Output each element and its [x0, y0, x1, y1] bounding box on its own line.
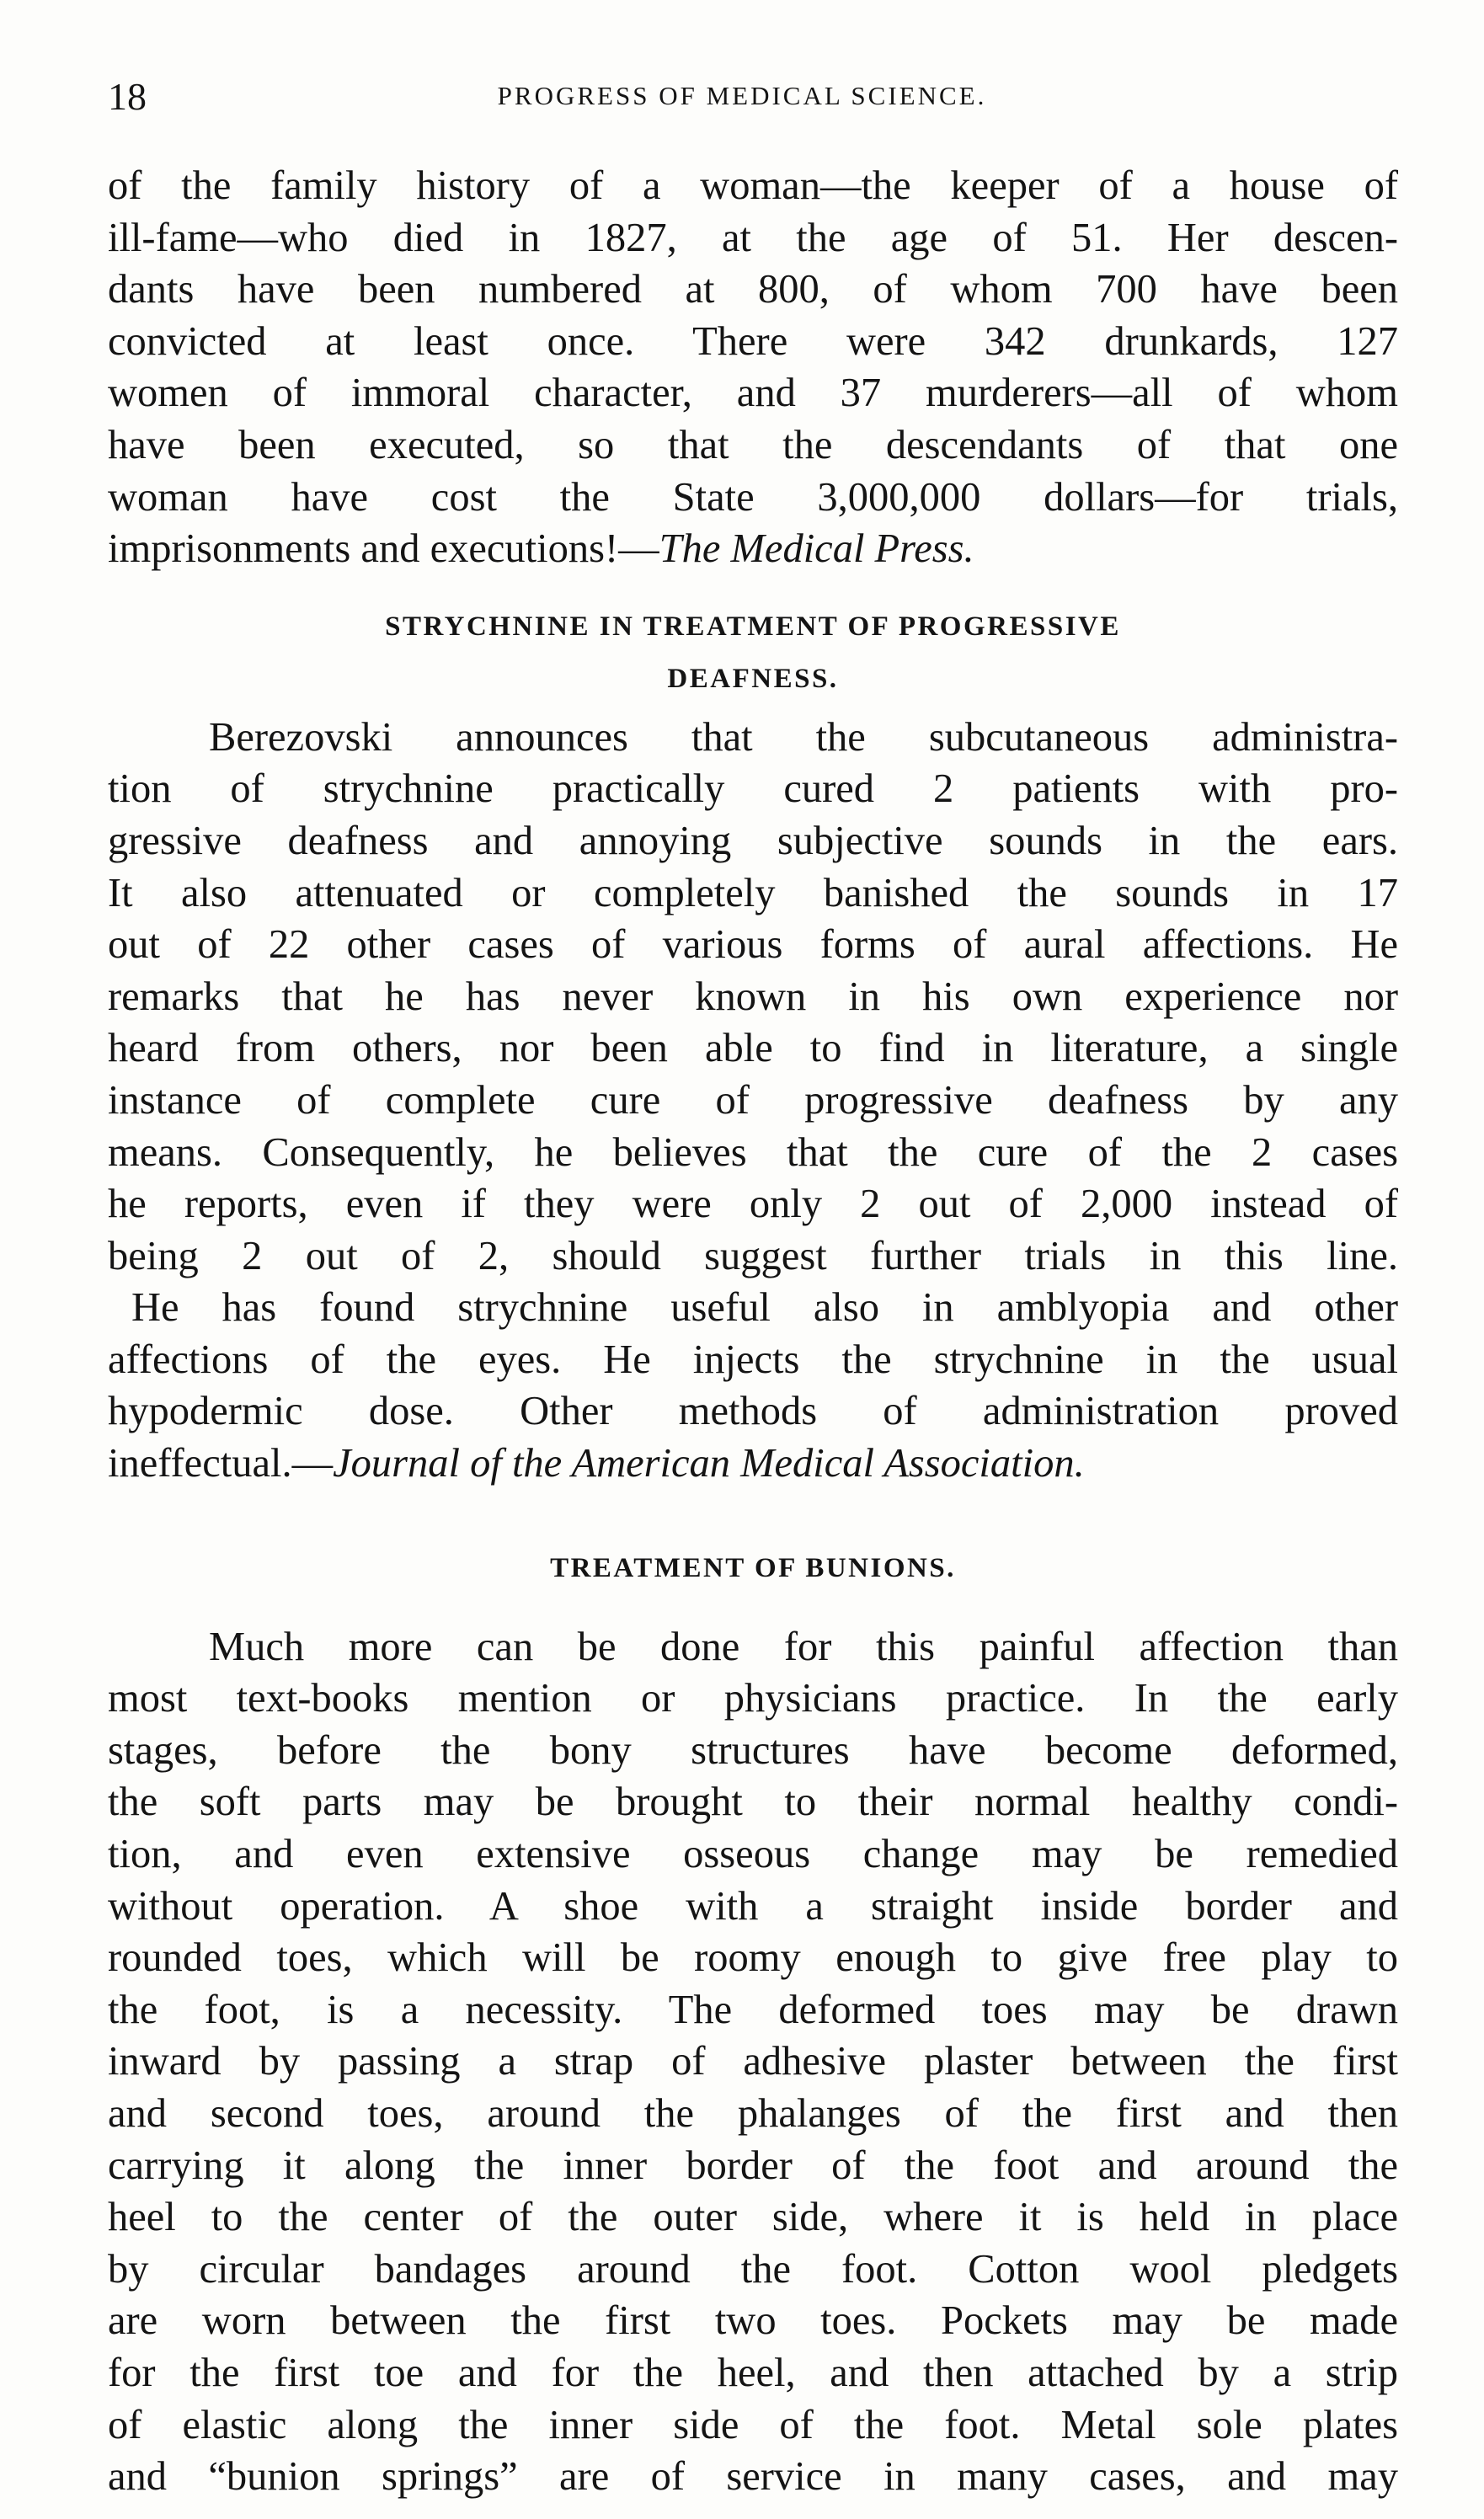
text-line: woman have cost the State 3,000,000 dollars—for trials, [108, 474, 1398, 520]
text-line: ill-fame—who died in 1827, at the age of 51. Her descen- [108, 215, 1398, 260]
strychnine-paragraph [108, 712, 1398, 1490]
text-line: are worn between the first two toes. Pockets may be made [108, 2298, 1398, 2344]
text-line: means. Consequently, he believes that the cure of the 2 cases [108, 1129, 1398, 1175]
text-line: and second toes, around the phalanges of the first and then [108, 2091, 1398, 2136]
text-line: by circular bandages around the foot. Cotton wool pledgets [108, 2246, 1398, 2292]
page-content [108, 160, 1398, 2503]
intro-paragraph [108, 160, 1398, 575]
section-heading: STRYCHNINE IN TREATMENT OF PROGRESSIVE [385, 611, 1121, 642]
source-citation: Journal of the American Medical Association. [333, 1441, 1085, 1486]
text-line [108, 523, 1398, 575]
text-line: the soft parts may be brought to their normal healthy condi- [108, 1780, 1398, 1825]
text-line: stages, before the bony structures have become deformed, [108, 1727, 1398, 1773]
text-fragment: imprisonments and executions!— [108, 526, 659, 572]
text-line: of elastic along the inner side of the foot. Metal sole plates [108, 2402, 1398, 2447]
text-line: out of 22 other cases of various forms of aural affections. He [108, 922, 1398, 968]
text-line: It also attenuated or completely banished the sounds in 17 [108, 870, 1398, 915]
text-line: have been executed, so that the descendants of that one [108, 422, 1398, 467]
text-line: remarks that he has never known in his own experience nor [108, 974, 1398, 1019]
text-line: hypodermic dose. Other methods of administration proved [108, 1389, 1398, 1434]
text-line: for the first toe and for the heel, and then attached by a strip [108, 2350, 1398, 2395]
text-line: being 2 out of 2, should suggest further trials in this line. [108, 1233, 1398, 1278]
text-line: tion of strychnine practically cured 2 patients with pro- [108, 766, 1398, 812]
text-line: rounded toes, which will be roomy enough to give free play to [108, 1935, 1398, 1981]
text-line: inward by passing a strap of adhesive plaster between the first [108, 2039, 1398, 2084]
section-heading-continued: DEAFNESS. [667, 663, 839, 694]
text-line: women of immoral character, and 37 murderers—all of whom [108, 371, 1398, 416]
text-line: instance of complete cure of progressive deafness by any [108, 1077, 1398, 1123]
text-line: most text-books mention or physicians practice. In the early [108, 1676, 1398, 1721]
text-line: dants have been numbered at 800, of whom 700 have been [108, 267, 1398, 312]
text-line: heel to the center of the outer side, where it is held in place [108, 2195, 1398, 2240]
text-fragment: ineffectual.— [108, 1441, 334, 1486]
text-line: heard from others, nor been able to find in literature, a single [108, 1026, 1398, 1071]
running-title: PROGRESS OF MEDICAL SCIENCE. [497, 81, 987, 110]
page-number: 18 [108, 75, 147, 118]
text-line: the foot, is a necessity. The deformed toes may be drawn [108, 1987, 1398, 2032]
text-line: of the family history of a woman—the keeper of a house of [108, 163, 1398, 208]
text-line: carrying it along the inner border of the foot and around the [108, 2143, 1398, 2188]
text-line: gressive deafness and annoying subjective sounds in the ears. [108, 818, 1398, 863]
page-header [0, 74, 1484, 125]
text-line [108, 1438, 1398, 1490]
text-line: affections of the eyes. He injects the strychnine in the usual [108, 1337, 1398, 1382]
text-line: Much more can be done for this painful affection than [209, 1624, 1398, 1669]
text-line: tion, and even extensive osseous change may be remedied [108, 1832, 1398, 1877]
text-line: He has found strychnine useful also in amblyopia and other [131, 1285, 1398, 1331]
bunions-paragraph [108, 1621, 1398, 2503]
text-line: Berezovski announces that the subcutaneous administra- [209, 714, 1398, 760]
section-heading: TREATMENT OF BUNIONS. [550, 1552, 956, 1583]
text-line: convicted at least once. There were 342 drunkards, 127 [108, 318, 1398, 364]
text-line: and “bunion springs” are of service in many cases, and may [108, 2454, 1398, 2500]
source-citation: The Medical Press. [659, 526, 974, 572]
text-line: without operation. A shoe with a straight inside border and [108, 1883, 1398, 1929]
text-line: he reports, even if they were only 2 out of 2,000 instead of [108, 1182, 1398, 1227]
